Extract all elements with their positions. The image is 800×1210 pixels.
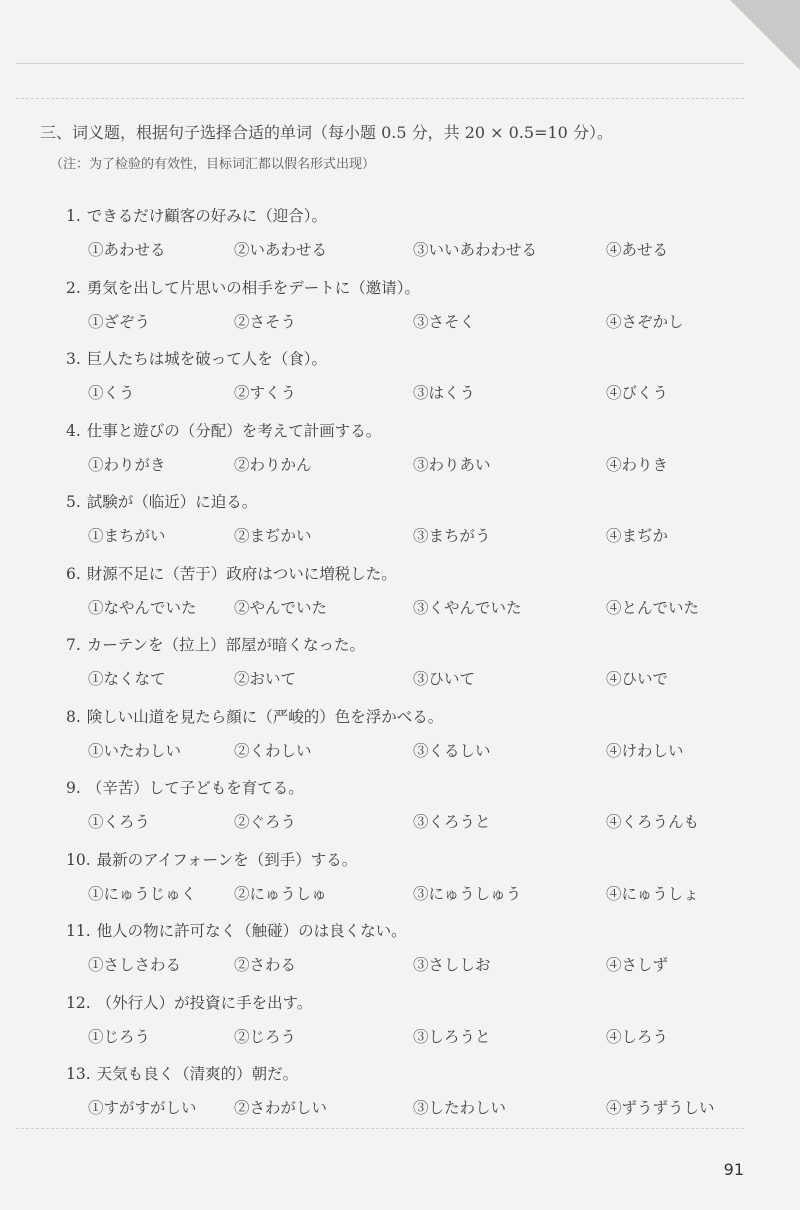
answer-option-2: ②おいて xyxy=(234,670,297,688)
question-stem xyxy=(66,991,312,1013)
answer-option-4: ④あせる xyxy=(606,241,669,259)
answer-option-1: ①いたわしい xyxy=(88,741,182,760)
question-item xyxy=(66,913,766,985)
answer-option-2: ②やんでいた xyxy=(234,598,328,617)
answer-option-2: ②わりかん xyxy=(234,455,312,474)
question-stem xyxy=(66,562,397,584)
answer-option-3: ③わりあい xyxy=(413,455,491,474)
footer-dashed-rule xyxy=(16,1128,744,1129)
question-item xyxy=(66,985,766,1057)
answer-options xyxy=(88,739,768,761)
answer-option-1: ①くろう xyxy=(88,813,151,831)
question-stem xyxy=(66,1062,298,1084)
answer-option-2: ②さわがしい xyxy=(234,1099,328,1117)
question-list xyxy=(66,198,766,1128)
answer-option-2: ②さそう xyxy=(234,312,297,331)
question-text: 試験が（临近）に迫る。 xyxy=(86,493,258,511)
question-item xyxy=(66,627,766,699)
answer-option-3: ③したわしい xyxy=(413,1099,507,1117)
question-item xyxy=(66,770,766,842)
question-item xyxy=(66,556,766,628)
answer-option-4: ④しろう xyxy=(606,1027,669,1046)
question-number: 1. xyxy=(66,207,81,225)
answer-options xyxy=(88,667,768,689)
question-item xyxy=(66,198,766,270)
top-rule xyxy=(16,63,744,64)
section-note: （注：为了检验的有效性，目标词汇都以假名形式出现） xyxy=(50,157,376,172)
answer-option-1: ①すがすがしい xyxy=(88,1099,197,1117)
answer-option-1: ①にゅうじゅく xyxy=(88,884,197,903)
question-stem xyxy=(66,347,327,369)
answer-options xyxy=(88,810,768,832)
question-item xyxy=(66,842,766,914)
answer-option-4: ④ずうずうしい xyxy=(606,1099,715,1117)
question-number: 11. xyxy=(66,922,91,940)
answer-options xyxy=(88,238,768,260)
answer-option-4: ④とんでいた xyxy=(606,598,700,617)
question-stem xyxy=(66,419,381,441)
question-text: 勇気を出して片思いの相手をデートに（邀请）。 xyxy=(86,278,421,297)
question-text: （外行人）が投資に手を出す。 xyxy=(96,993,313,1012)
question-number: 8. xyxy=(66,707,81,726)
question-text: 巨人たちは城を破って人を（食）。 xyxy=(86,350,328,368)
answer-option-3: ③ひいて xyxy=(413,670,476,688)
answer-option-2: ②ぐろう xyxy=(234,813,297,831)
question-number: 2. xyxy=(66,278,81,297)
answer-option-1: ①さしさわる xyxy=(88,956,182,974)
answer-options xyxy=(88,453,768,475)
answer-option-1: ①なくなて xyxy=(88,670,166,688)
answer-option-3: ③まちがう xyxy=(413,527,491,545)
answer-options xyxy=(88,1025,768,1047)
page-corner-fold xyxy=(730,0,800,70)
section-title: 三、词义题，根据句子选择合适的单词（每小题 0.5 分，共 20 × 0.5=10 分）。 xyxy=(40,123,613,142)
question-number: 6. xyxy=(66,564,81,583)
answer-option-4: ④びくう xyxy=(606,384,669,402)
answer-option-4: ④にゅうしょ xyxy=(606,884,699,903)
answer-option-3: ③くやんでいた xyxy=(413,598,522,617)
answer-option-2: ②じろう xyxy=(234,1027,297,1046)
answer-options xyxy=(88,1096,768,1118)
answer-option-3: ③はくう xyxy=(413,384,476,402)
question-number: 12. xyxy=(66,993,91,1012)
answer-option-3: ③しろうと xyxy=(413,1027,491,1046)
question-text: できるだけ顧客の好みに（迎合）。 xyxy=(86,207,328,225)
question-item xyxy=(66,341,766,413)
question-number: 3. xyxy=(66,350,81,368)
answer-option-3: ③いいあわわせる xyxy=(413,241,538,259)
question-stem xyxy=(66,276,420,298)
answer-option-2: ②にゅうしゅ xyxy=(234,884,327,903)
question-stem xyxy=(66,204,327,226)
answer-option-1: ①なやんでいた xyxy=(88,598,197,617)
question-text: 天気も良く（清爽的）朝だ。 xyxy=(96,1065,299,1083)
question-number: 5. xyxy=(66,493,81,511)
answer-option-1: ①ざぞう xyxy=(88,312,151,331)
answer-option-4: ④まぢか xyxy=(606,527,669,545)
page-number: 91 xyxy=(723,1160,744,1179)
answer-options xyxy=(88,596,768,618)
answer-option-3: ③さししお xyxy=(413,956,491,974)
question-number: 13. xyxy=(66,1065,91,1083)
question-text: 他人の物に許可なく（触碰）のは良くない。 xyxy=(96,922,407,940)
answer-options xyxy=(88,310,768,332)
answer-option-1: ①あわせる xyxy=(88,241,166,259)
question-text: （辛苦）して子どもを育てる。 xyxy=(86,779,304,797)
question-stem xyxy=(66,490,257,512)
question-text: 最新のアイフォーンを（到手）する。 xyxy=(96,850,358,869)
question-item xyxy=(66,484,766,556)
answer-option-4: ④わりき xyxy=(606,455,669,474)
question-stem xyxy=(66,919,407,941)
question-stem xyxy=(66,633,365,655)
answer-option-4: ④ひいで xyxy=(606,670,669,688)
question-item xyxy=(66,699,766,771)
answer-option-4: ④さぞかし xyxy=(606,312,684,331)
question-text: 険しい山道を見たら顔に（严峻的）色を浮かべる。 xyxy=(86,707,444,726)
answer-option-1: ①じろう xyxy=(88,1027,151,1046)
question-text: 仕事と遊びの（分配）を考えて計画する。 xyxy=(86,421,382,440)
answer-options xyxy=(88,381,768,403)
answer-options xyxy=(88,953,768,975)
answer-option-3: ③くるしい xyxy=(413,741,491,760)
question-item xyxy=(66,1056,766,1128)
answer-option-2: ②すくう xyxy=(234,384,297,402)
question-text: 財源不足に（苦于）政府はついに増税した。 xyxy=(86,564,397,583)
answer-option-2: ②さわる xyxy=(234,956,297,974)
question-text: カーテンを（拉上）部屋が暗くなった。 xyxy=(86,636,366,654)
header-dashed-rule xyxy=(16,98,744,99)
answer-option-3: ③さそく xyxy=(413,312,476,331)
answer-option-2: ②くわしい xyxy=(234,741,312,760)
answer-option-3: ③にゅうしゅう xyxy=(413,884,522,903)
question-stem xyxy=(66,776,304,798)
answer-option-1: ①まちがい xyxy=(88,527,166,545)
question-number: 4. xyxy=(66,421,81,440)
answer-option-1: ①わりがき xyxy=(88,455,166,474)
question-number: 10. xyxy=(66,850,91,869)
question-item xyxy=(66,270,766,342)
answer-option-4: ④けわしい xyxy=(606,741,684,760)
answer-option-2: ②まぢかい xyxy=(234,527,312,545)
question-stem xyxy=(66,848,357,870)
answer-option-1: ①くう xyxy=(88,384,135,402)
answer-option-4: ④さしず xyxy=(606,956,669,974)
answer-option-2: ②いあわせる xyxy=(234,241,328,259)
answer-options xyxy=(88,882,768,904)
answer-option-4: ④くろうんも xyxy=(606,813,700,831)
question-item xyxy=(66,413,766,485)
question-stem xyxy=(66,705,443,727)
question-number: 9. xyxy=(66,779,81,797)
answer-options xyxy=(88,524,768,546)
answer-option-3: ③くろうと xyxy=(413,813,491,831)
question-number: 7. xyxy=(66,636,81,654)
